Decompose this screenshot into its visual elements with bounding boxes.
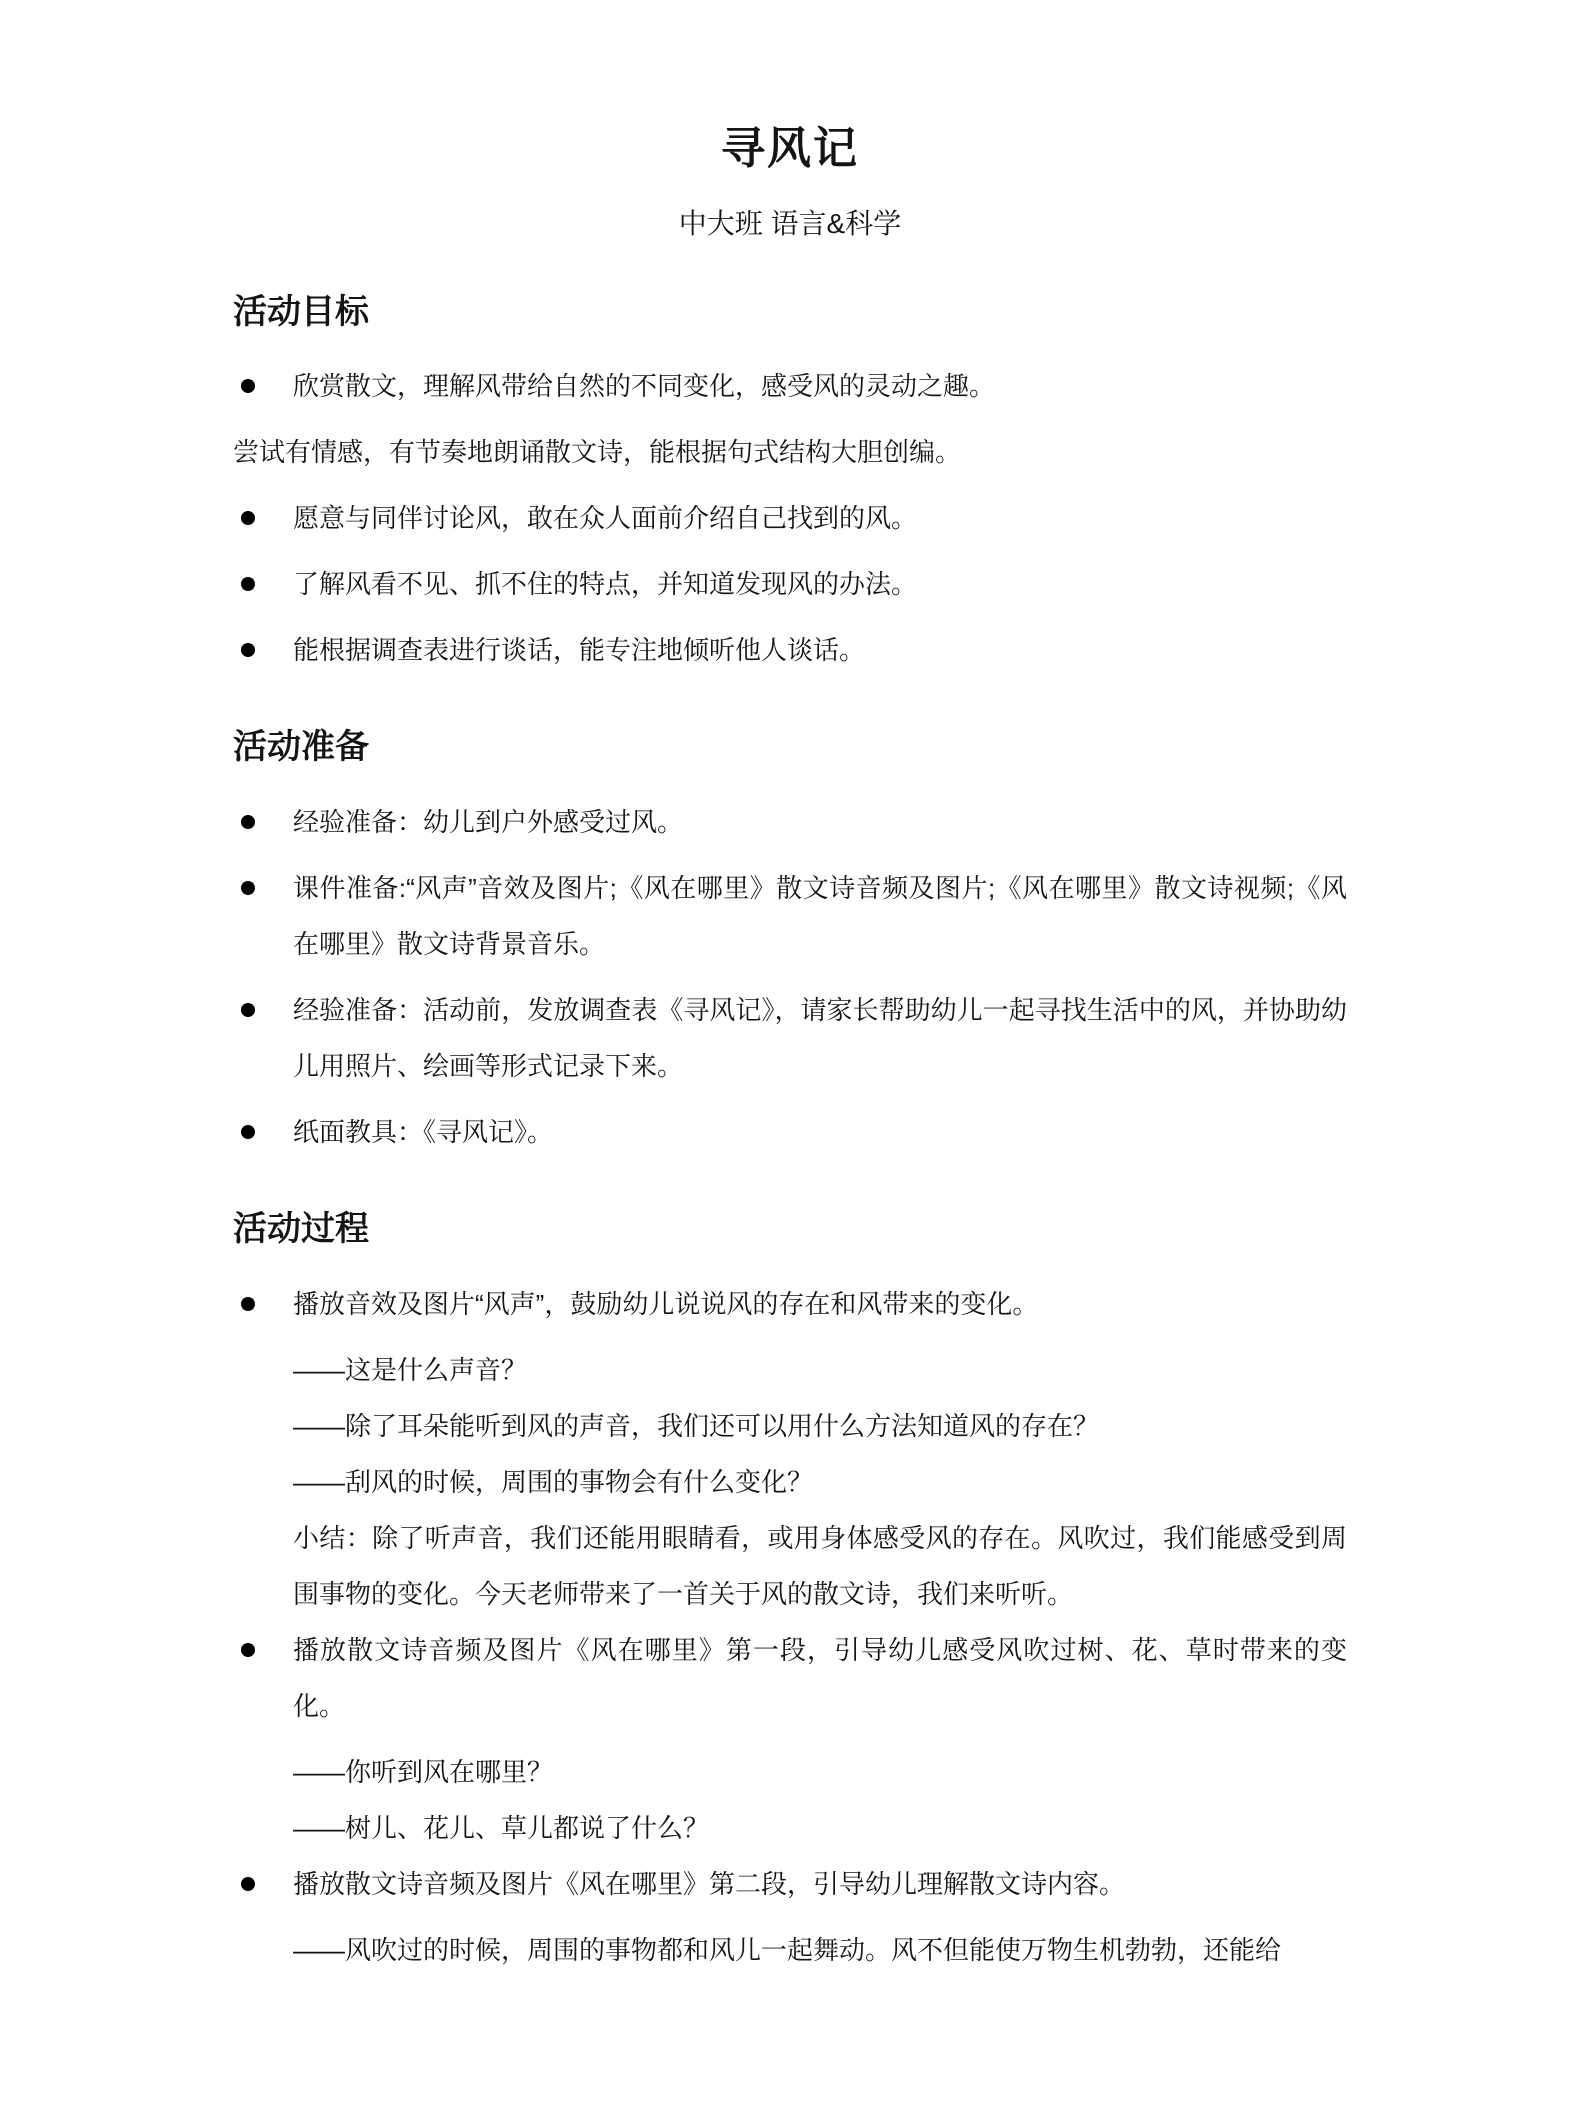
bullet-icon — [241, 379, 255, 393]
paragraph-line — [233, 424, 1347, 480]
bullet-icon — [241, 1003, 255, 1017]
item-text: 播放散文诗音频及图片《风在哪里》第二段，引导幼儿理解散文诗内容。 — [293, 1868, 1126, 1899]
item-text: ——刮风的时候，周围的事物会有什么变化？ — [293, 1466, 814, 1497]
bullet-item — [233, 556, 1347, 612]
bullet-item — [233, 794, 1347, 850]
document-title: 寻风记 — [721, 124, 859, 173]
indented-line — [293, 1922, 1347, 1978]
bullet-icon — [241, 1297, 255, 1311]
indented-line — [293, 1398, 1347, 1454]
bullet-item — [233, 1856, 1347, 1912]
bullet-item — [233, 982, 1347, 1094]
bullet-item — [233, 860, 1347, 972]
bullet-icon — [241, 511, 255, 525]
item-text: 课件准备:“风声”音效及图片;《风在哪里》散文诗音频及图片;《风在哪里》散文诗视频;《风在哪里》散文诗背景音乐。 — [293, 872, 1347, 959]
document-body — [233, 289, 1347, 1978]
item-text: 尝试有情感，有节奏地朗诵散文诗，能根据句式结构大胆创编。 — [233, 437, 962, 468]
bullet-icon — [241, 577, 255, 591]
bullet-icon — [241, 881, 255, 895]
item-text: 经验准备：活动前，发放调查表《寻风记》，请家长帮助幼儿一起寻找生活中的风，并协助幼儿用照片、绘画等形式记录下来。 — [293, 994, 1347, 1081]
bullet-icon — [241, 1877, 255, 1891]
item-text: 小结：除了听声音，我们还能用眼睛看，或用身体感受风的存在。风吹过，我们能感受到周围事物的变化。今天老师带来了一首关于风的散文诗，我们来听听。 — [293, 1522, 1347, 1609]
bullet-item — [233, 358, 1347, 414]
item-text: 了解风看不见、抓不住的特点，并知道发现风的办法。 — [293, 569, 918, 600]
bullet-item — [233, 490, 1347, 546]
bullet-icon — [241, 1125, 255, 1139]
document-subtitle: 中大班 语言&科学 — [678, 207, 902, 239]
indented-line — [293, 1342, 1347, 1398]
item-text: ——风吹过的时候，周围的事物都和风儿一起舞动。风不但能使万物生机勃勃，还能给 — [293, 1934, 1282, 1965]
bullet-item — [233, 1622, 1347, 1734]
bullet-icon — [241, 815, 255, 829]
item-text: 经验准备：幼儿到户外感受过风。 — [293, 806, 684, 837]
item-text: ——你听到风在哪里？ — [293, 1756, 554, 1787]
bullet-icon — [241, 1643, 255, 1657]
item-text: ——这是什么声音？ — [293, 1354, 528, 1385]
item-text: ——树儿、花儿、草儿都说了什么？ — [293, 1812, 710, 1843]
indented-line — [293, 1800, 1347, 1856]
bullet-item — [233, 1104, 1347, 1160]
bullet-item — [233, 1276, 1347, 1332]
item-text: 纸面教具：《寻风记》。 — [293, 1116, 554, 1147]
item-text: 能根据调查表进行谈话，能专注地倾听他人谈话。 — [293, 635, 866, 666]
section-heading: 活动目标 — [233, 292, 369, 331]
bullet-icon — [241, 643, 255, 657]
indented-line — [293, 1454, 1347, 1510]
section-heading: 活动过程 — [233, 1209, 369, 1248]
indented-line — [293, 1744, 1347, 1800]
bullet-item — [233, 622, 1347, 678]
item-text: 欣赏散文，理解风带给自然的不同变化，感受风的灵动之趣。 — [293, 371, 996, 402]
indented-line — [293, 1510, 1347, 1622]
item-text: 播放音效及图片“风声”，鼓励幼儿说说风的存在和风带来的变化。 — [293, 1288, 1039, 1319]
item-text: 播放散文诗音频及图片《风在哪里》第一段，引导幼儿感受风吹过树、花、草时带来的变化。 — [293, 1634, 1347, 1721]
section-heading: 活动准备 — [233, 728, 369, 767]
item-text: 愿意与同伴讨论风，敢在众人面前介绍自己找到的风。 — [293, 503, 918, 534]
item-text: ——除了耳朵能听到风的声音，我们还可以用什么方法知道风的存在？ — [293, 1410, 1100, 1441]
